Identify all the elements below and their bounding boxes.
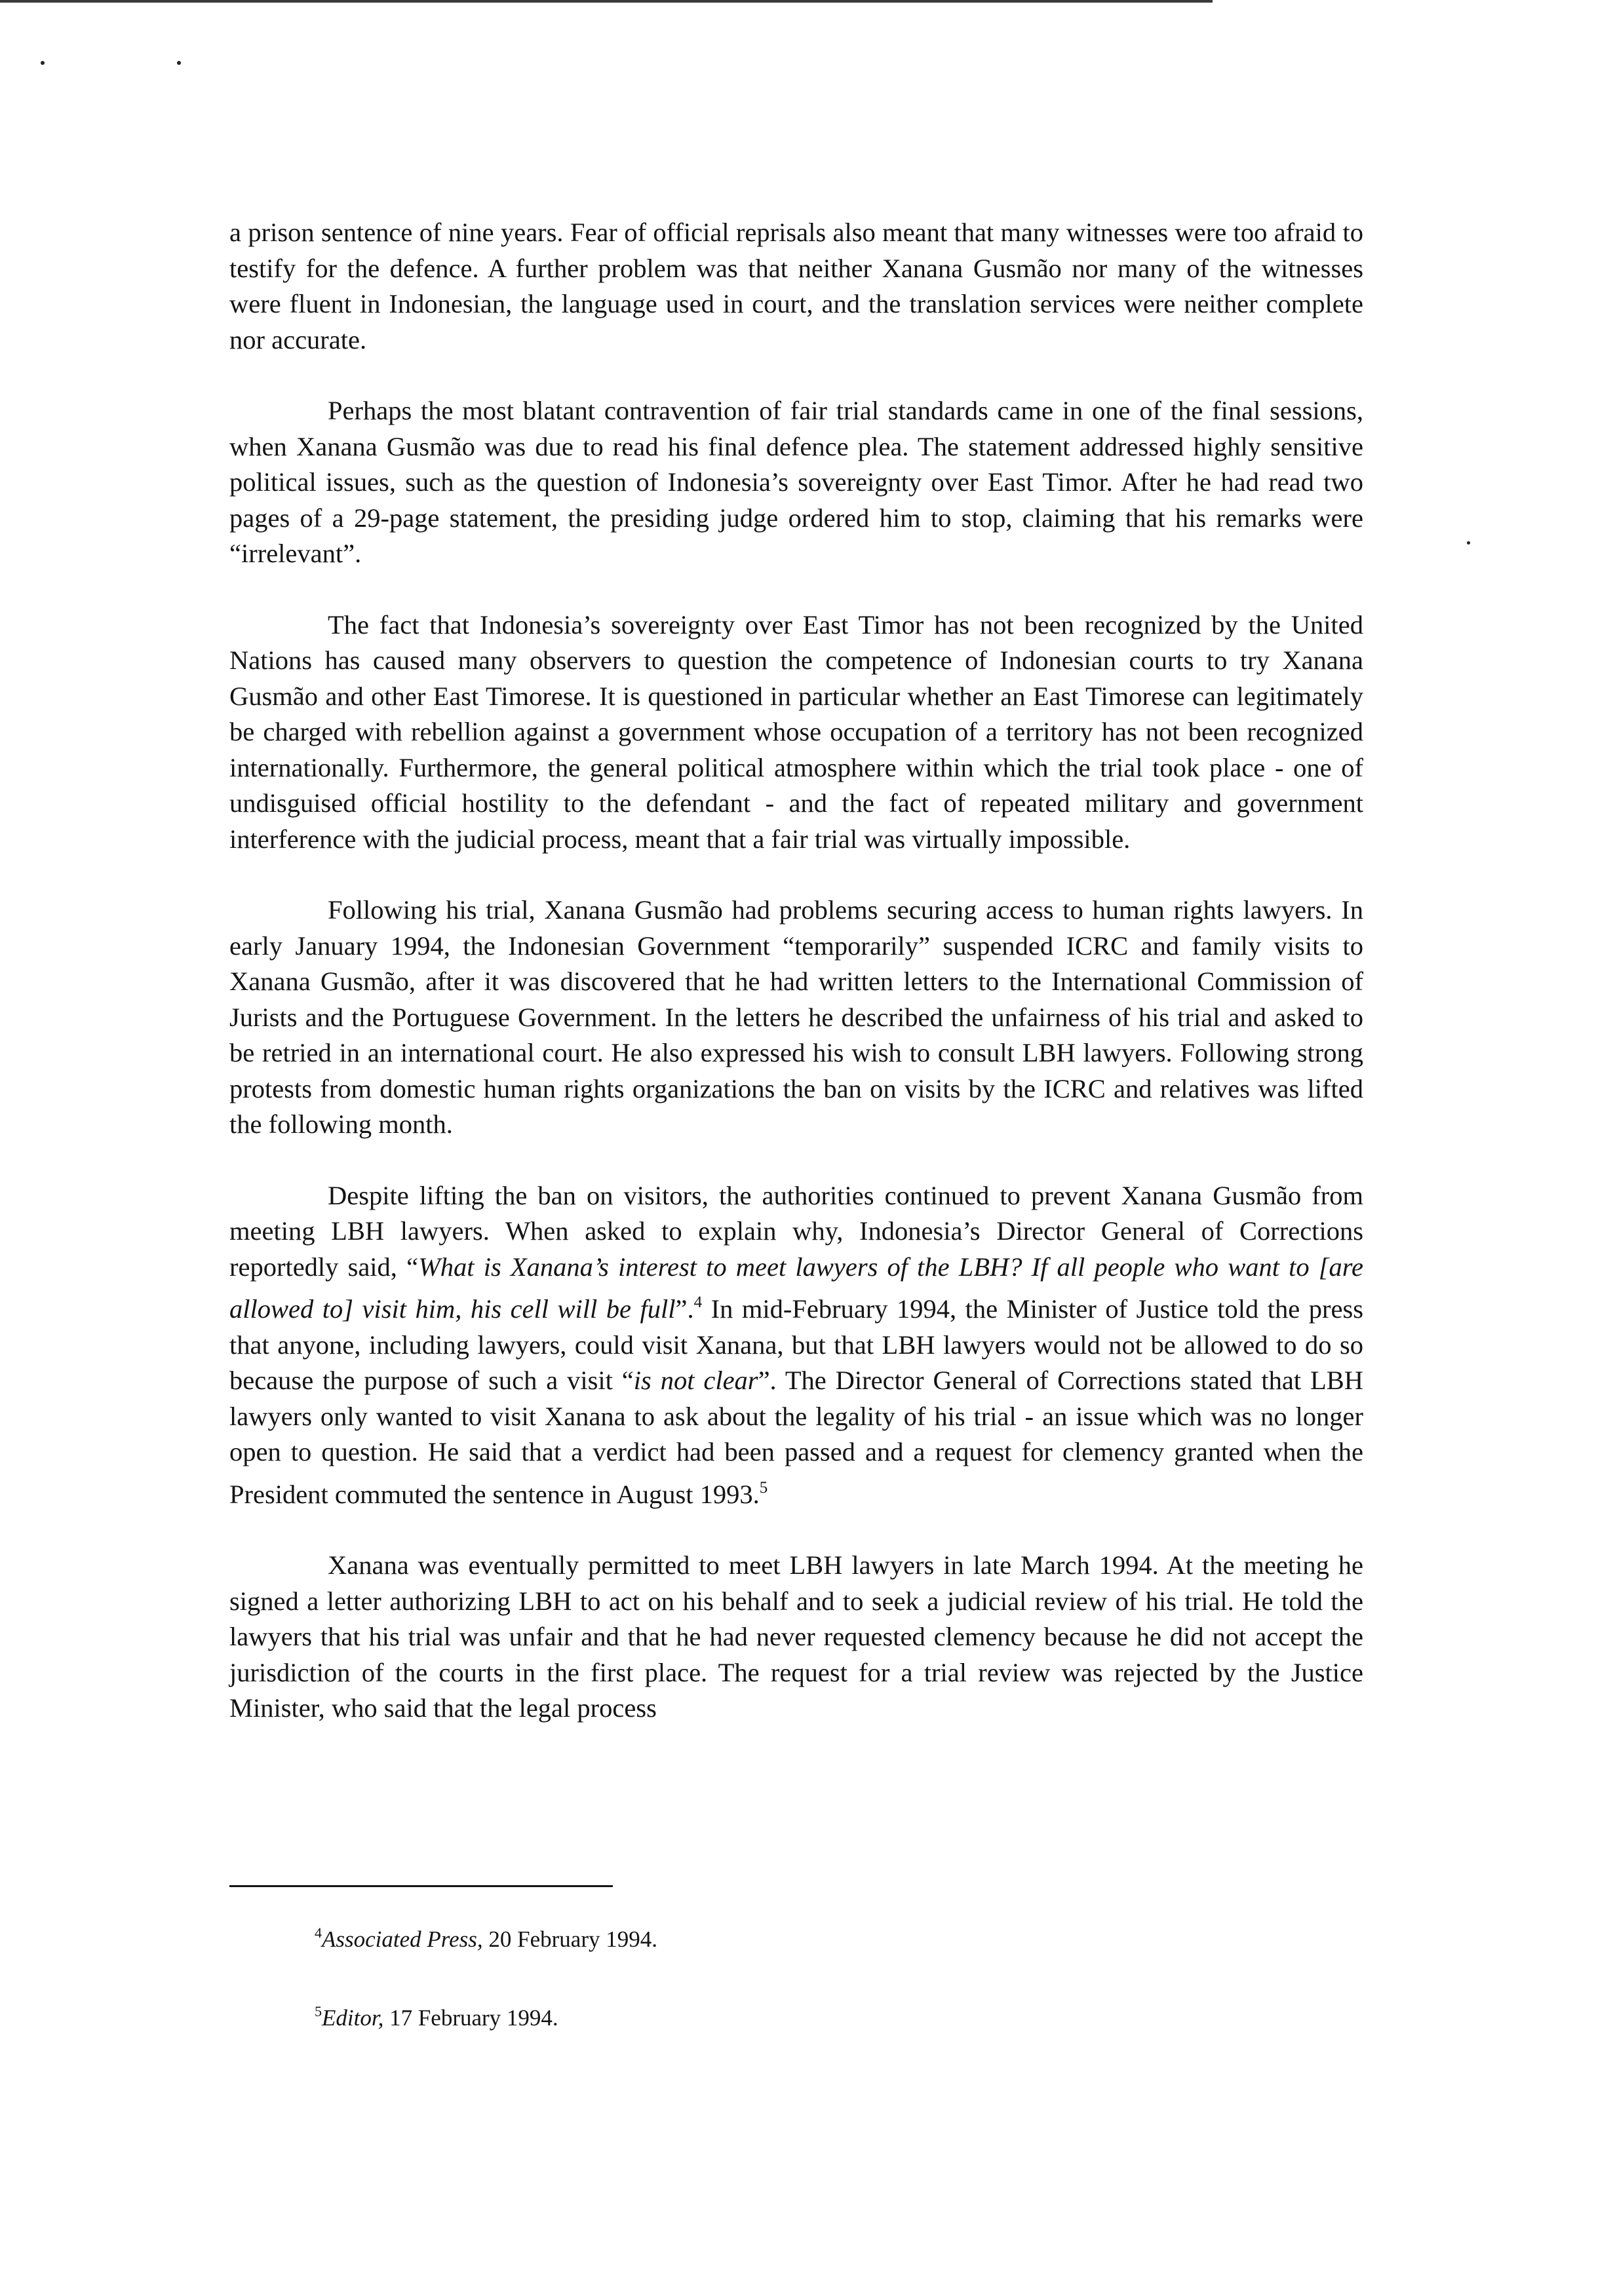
paragraph-3 bbox=[229, 607, 1363, 858]
paragraph-6 bbox=[229, 1548, 1363, 1727]
paragraph-5 bbox=[229, 1178, 1363, 1513]
footnote-mark: 5 bbox=[315, 2003, 322, 2019]
paragraph-4 bbox=[229, 892, 1363, 1143]
footnote-source: Editor, bbox=[322, 2005, 384, 2031]
paragraph-text: Xanana was eventually permitted to meet LBH lawyers in late March 1994. At the meeting he signed a letter authorizing LBH to act on his behalf and to seek a judicial review of his trial. He told the lawyers that his trial was unfair and that he had never requested clemency because he did not accept the jurisdiction of the courts in the first place. The request for a trial review was rejected by the Justice Minister, who said that the legal process bbox=[229, 1550, 1363, 1723]
paragraph-text: In mid-February 1994, the Minister of Justice told the press that anyone, including lawyers, could visit Xanana, but that LBH lawyers would not be allowed to do so because the purpose of such a visit “ bbox=[229, 1294, 1363, 1395]
paragraph-text: Perhaps the most blatant contravention of fair trial standards came in one of the final sessions, when Xanana Gusmão was due to read his final defence plea. The statement addressed highly sensitive political issues, such as the question of Indonesia’s sovereignty over East Timor. After he had read two pages of a 29-page statement, the presiding judge ordered him to stop, claiming that his remarks were “irrelevant”. bbox=[229, 396, 1363, 568]
paragraph-text: ”. bbox=[675, 1294, 694, 1324]
scan-speck bbox=[41, 61, 45, 65]
scan-speck bbox=[177, 61, 181, 65]
footnote-date: 17 February 1994. bbox=[383, 2005, 558, 2031]
footnote-date: 20 February 1994. bbox=[482, 1926, 657, 1952]
scan-speck bbox=[1467, 541, 1470, 545]
paragraph-1 bbox=[229, 215, 1363, 358]
scan-top-edge-line bbox=[0, 0, 1213, 3]
footnote-5 bbox=[315, 1997, 657, 2033]
quoted-text: What is Xanana’s interest to meet lawyers of the LBH? If all people who want to [are allowed to] visit him, his cell will be full bbox=[229, 1252, 1363, 1324]
paragraph-text: a prison sentence of nine years. Fear of official reprisals also meant that many witnesses were too afraid to testify for the defence. A further problem was that neither Xanana Gusmão nor many of the witnesses were fluent in Indonesian, the language used in court, and the translation services were neither complete nor accurate. bbox=[229, 218, 1363, 354]
paragraph-text: Following his trial, Xanana Gusmão had problems securing access to human rights lawyers. In early January 1994, the Indonesian Government “temporarily” suspended ICRC and family visits to Xanana Gusmão, after it was discovered that he had written letters to the International Commission of Jurists and the Portuguese Government. In the letters he described the unfairness of his trial and asked to be retried in an international court. He also expressed his wish to consult LBH lawyers. Following strong protests from domestic human rights organizations the ban on visits by the ICRC and relatives was lifted the following month. bbox=[229, 895, 1363, 1139]
footnote-4 bbox=[315, 1919, 657, 1954]
document-body bbox=[229, 215, 1363, 1762]
paragraph-text: The fact that Indonesia’s sovereignty over East Timor has not been recognized by the United Nations has caused many observers to question the competence of Indonesian courts to try Xanana Gusmão and other East Timorese. It is questioned in particular whether an East Timorese can legitimately be charged with rebellion against a government whose occupation of a territory has not been recognized internationally. Furthermore, the general political atmosphere within which the trial took place - one of undisguised official hostility to the defendant - and the fact of repeated military and government interference with the judicial process, meant that a fair trial was virtually impossible. bbox=[229, 609, 1363, 854]
footnote-source: Associated Press, bbox=[322, 1926, 483, 1952]
footnotes bbox=[315, 1919, 657, 2076]
footnote-mark: 4 bbox=[315, 1924, 322, 1941]
footnote-reference: 5 bbox=[759, 1478, 768, 1497]
paragraph-text: Despite lifting the ban on visitors, the authorities continued to prevent Xanana Gusmão from meeting LBH lawyers. When asked to explain why, Indonesia’s Director General of Corrections reportedly said, “ bbox=[229, 1180, 1363, 1282]
footnote-reference: 4 bbox=[693, 1293, 703, 1311]
footnote-separator bbox=[229, 1885, 613, 1887]
paragraph-2 bbox=[229, 393, 1363, 572]
quoted-text: is not clear bbox=[633, 1366, 758, 1395]
paragraph-text: ”. The Director General of Corrections stated that LBH lawyers only wanted to visit Xanana to ask about the legality of his trial - an issue which was no longer open to question. He said that a verdict had been passed and a request for clemency granted when the President commuted the sentence in August 1993. bbox=[229, 1366, 1363, 1509]
